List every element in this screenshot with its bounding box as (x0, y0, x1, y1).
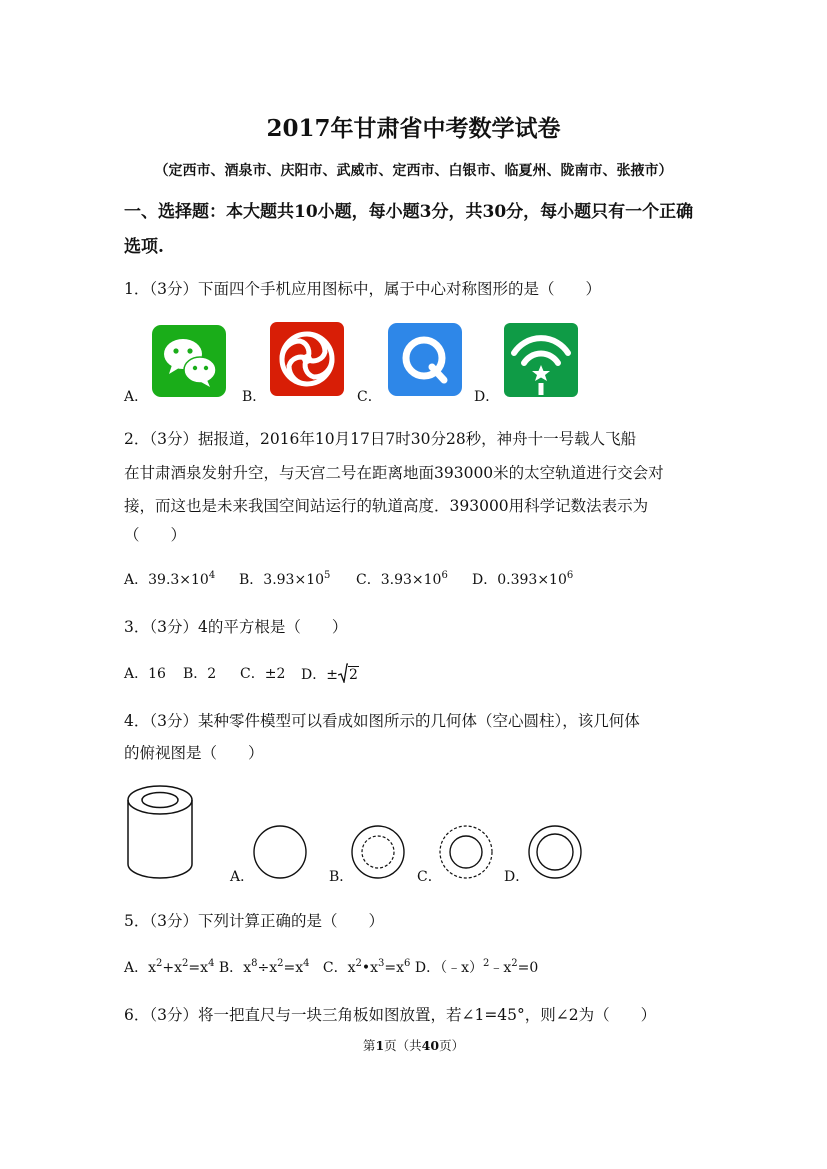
question-4-line1: 4．（3分）某种零件模型可以看成如图所示的几何体（空心圆柱），该几何体 (124, 712, 640, 730)
q5-option-c (323, 960, 411, 976)
wechat-icon (152, 325, 226, 397)
question-6-text: 6．（3分）将一把直尺与一块三角板如图放置，若∠1=45°，则∠2为（ ） (124, 1006, 657, 1024)
exponent: 2 (277, 958, 284, 969)
q1-label-b: B． (242, 389, 267, 405)
question-2-line3: 接，而这也是未来我国空间站运行的轨道高度．393000用科学记数法表示为 (124, 497, 649, 515)
q5-options-row (124, 957, 538, 977)
total-pages: 40 (421, 1038, 440, 1053)
option-base: 0.393×10 (497, 572, 567, 588)
footer-mid: 页（共 (384, 1038, 422, 1053)
option-exponent: 4 (208, 570, 216, 581)
option-label: C． (322, 960, 348, 976)
question-2-line4: （ ） (124, 526, 187, 544)
top-view-option-b (350, 824, 406, 880)
option-exponent: 6 (441, 570, 448, 581)
q1-label-d: D． (474, 389, 500, 405)
top-view-option-d (527, 824, 583, 880)
option-base: 3.93×10 (380, 572, 442, 588)
q4-label-a: A． (230, 869, 255, 885)
question-5-text: 5．（3分）下列计算正确的是（ ） (124, 912, 384, 930)
q5-option-a (124, 960, 214, 976)
q3-option-b: B．2 (183, 666, 217, 682)
page-footer (0, 1036, 827, 1054)
question-2-line1: 2．（3分）据报道，2016年10月17日7时30分28秒，神舟十一号载人飞船 (124, 430, 637, 448)
question-4-line2: 的俯视图是（ ） (124, 744, 264, 762)
wifi-icon (504, 323, 578, 397)
option-label: B． (239, 572, 264, 588)
q3-option-a: A．16 (124, 666, 166, 682)
option-exponent: 6 (566, 570, 574, 581)
section-heading-line1: 一、选择题：本大题共10小题，每小题3分，共30分，每小题只有一个正确 (124, 202, 694, 222)
option-base: 39.3×10 (148, 572, 209, 588)
exponent: 4 (303, 958, 310, 969)
q4-label-d: D． (504, 869, 530, 885)
q1-label-a: A． (124, 389, 149, 405)
radicand: 2 (348, 667, 358, 683)
term: +x (162, 960, 183, 976)
q5-option-b (219, 960, 310, 976)
q3-option-c: C．±2 (240, 666, 286, 682)
option-label: A． (124, 572, 149, 588)
term: =0 (517, 960, 539, 976)
exponent: 8 (251, 958, 258, 969)
exponent: 2 (355, 958, 362, 969)
term: ÷x (257, 960, 278, 976)
option-label: D． (301, 667, 327, 683)
top-view-option-c (438, 824, 494, 880)
question-3-text: 3．（3分）4的平方根是（ ） (124, 618, 348, 636)
exponent: 2 (182, 958, 189, 969)
term: =x (384, 960, 405, 976)
plus-minus: ± (326, 667, 338, 683)
term: •x (361, 960, 379, 976)
q2-option-d (472, 569, 573, 589)
exponent: 3 (378, 958, 385, 969)
term: =x (283, 960, 304, 976)
option-exponent: 5 (324, 570, 331, 581)
exponent: 2 (483, 958, 490, 969)
term: ﹣x (489, 960, 512, 976)
current-page-number: 1 (375, 1038, 385, 1053)
q5-option-d (415, 960, 538, 976)
option-label: D． (414, 960, 441, 976)
term: =x (188, 960, 209, 976)
q3-option-d (301, 663, 359, 684)
page-subtitle: （定西市、酒泉市、庆阳市、武威市、定西市、白银市、临夏州、陇南市、张掖市） (154, 163, 673, 179)
q4-label-b: B． (329, 869, 354, 885)
exponent: 6 (404, 958, 411, 969)
sohu-icon (270, 322, 344, 396)
term: x (243, 960, 252, 976)
search-q-icon (388, 323, 462, 396)
q4-label-c: C． (417, 869, 442, 885)
option-label: A． (124, 960, 149, 976)
section-heading-line2: 选项. (124, 237, 164, 257)
q2-option-a (124, 569, 215, 589)
exponent: 2 (511, 958, 518, 969)
hollow-cylinder-figure (124, 782, 196, 880)
footer-prefix: 第 (362, 1038, 376, 1053)
option-label: D． (472, 572, 498, 588)
exponent: 4 (208, 958, 215, 969)
sqrt-expression (338, 663, 359, 683)
option-base: 3.93×10 (263, 572, 325, 588)
radical-sign-icon (338, 663, 348, 683)
term: x (148, 960, 157, 976)
q2-option-b (239, 569, 330, 589)
exponent: 2 (156, 958, 163, 969)
question-1-text: 1．（3分）下面四个手机应用图标中，属于中心对称图形的是（ ） (124, 280, 601, 298)
q1-label-c: C． (357, 389, 382, 405)
term: x (347, 960, 356, 976)
top-view-option-a (252, 824, 308, 880)
question-2-line2: 在甘肃酒泉发射升空，与天宫二号在距离地面393000米的太空轨道进行交会对 (124, 464, 664, 482)
term: （﹣x） (440, 960, 483, 976)
page-title: 2017年甘肃省中考数学试卷 (266, 115, 561, 142)
option-label: C． (356, 572, 381, 588)
option-label: B． (218, 960, 244, 976)
q2-option-c (356, 569, 448, 589)
footer-suffix: 页） (439, 1038, 465, 1053)
